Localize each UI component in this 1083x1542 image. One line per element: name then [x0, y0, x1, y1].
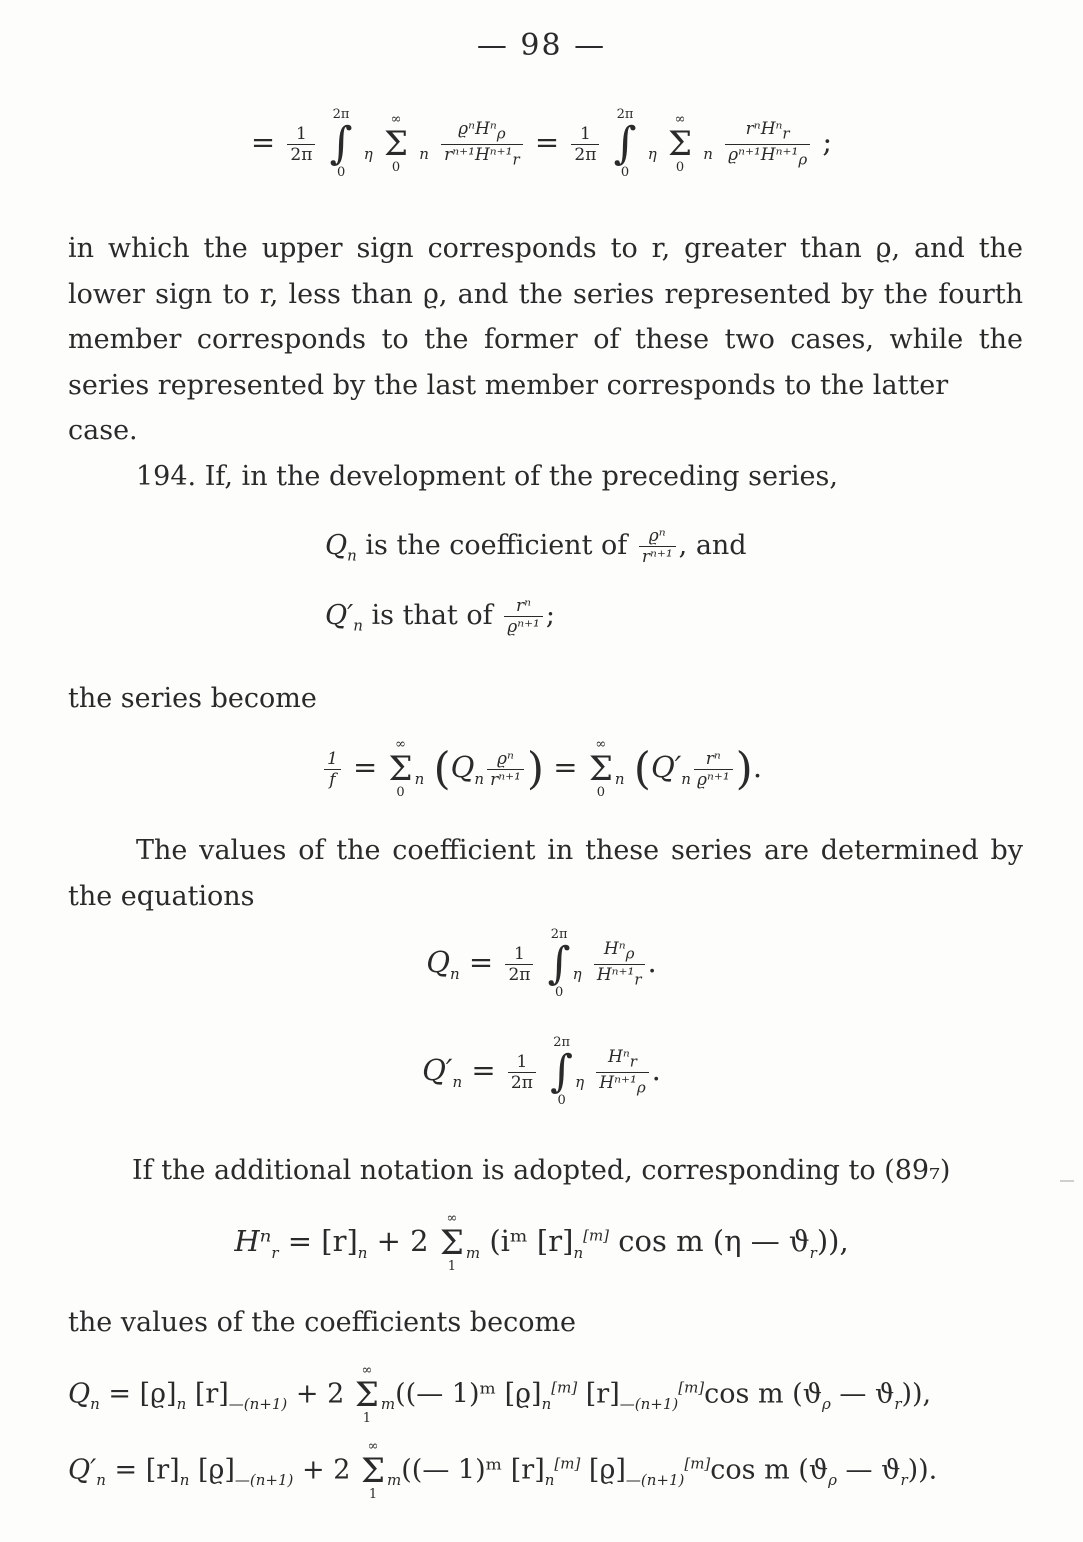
sum-sign: ∞ Σ 0 — [667, 112, 693, 175]
integral-sign: 2π ∫ 0 — [613, 107, 637, 180]
equation-qn-prime-final: $Q'_n = [r]_n$ $[ϱ]_{—(n+1)} + 2$ ∞ Σ $1_m((—$ 1)ᵐ $[r]_n[m]$ $[ϱ]_{—(n+1)}[m]\cos$ m ($ϑ_\rho$ — $ϑ_r$)). — [68, 1439, 938, 1502]
definition-q-prime: $Q'_n$ is that of $\frac{\text{rⁿ}}{\text{ϱⁿ⁺¹}}$ ; — [325, 596, 555, 637]
page-number: — 98 — — [476, 28, 607, 63]
paragraph-4: the values of the coefficients become — [68, 1307, 577, 1338]
paragraph-2: The values of the coefficient in these series are determined by the equations — [68, 835, 1023, 912]
equation-qn-prime: $Q'_n$ = $\frac{1}{2\pi}$ 2π ∫ $0_\eta$ $\frac{\text{Hⁿr}}{\text{Hⁿ⁺¹ρ}}$ . — [422, 1035, 661, 1108]
definition-q: $Q_n$ is the coefficient of $\frac{\text{ϱⁿ}}{\text{rⁿ⁺¹}}$ , and — [325, 526, 747, 567]
sum-sign: ∞ Σ 1 — [354, 1363, 379, 1426]
sum-sign: ∞ Σ 1 — [439, 1211, 464, 1274]
series-become-text: the series become — [68, 683, 317, 714]
integral-sign: 2π ∫ 0 — [329, 107, 353, 180]
integral-sign: 2π ∫ 0 — [550, 1035, 574, 1108]
equation-h: $H^n_r = [r]_n + 2$ ∞ Σ $1_m$ (iᵐ $[r]_n[m]$ cos m (η — $ϑ_r$)), — [234, 1211, 849, 1274]
scan-smudge — [1060, 1180, 1074, 1182]
equation-qn: $Q_n$ = $\frac{1}{2\pi}$ 2π ∫ $0_\eta$ $\frac{\text{Hⁿρ}}{\text{Hⁿ⁺¹r}}$ . — [426, 927, 657, 1000]
equation-top: = $\frac{1}{2\pi}$ 2π ∫ 0 $_\eta$ ∞ Σ 0 $_n$ $\frac{\text{ϱⁿHⁿρ}}{\text{rⁿ⁺¹Hⁿ⁺¹r}}$ = $\frac{1}{2\pi}$ 2π ∫ 0 $_\eta$ ∞ Σ 0 $_n$ $\frac{\text{rⁿHⁿr}}{\text{ϱⁿ⁺¹Hⁿ⁺¹ρ}}$ ; — [250, 107, 833, 180]
paragraph-3: If the additional notation is adopted, corresponding to (89₇) — [132, 1155, 951, 1186]
sum-sign: ∞ Σ 0 — [388, 737, 413, 800]
sum-sign: ∞ Σ 0 — [383, 112, 409, 175]
sum-sign: ∞ Σ 0 — [588, 737, 613, 800]
section-194-heading: 194. If, in the development of the preceding series, — [136, 461, 838, 492]
sum-sign: ∞ Σ 1 — [360, 1439, 386, 1502]
equation-series: $\frac{1}{f}$ = ∞ Σ $0_n$ ($Q_n$ $\frac{\text{ϱⁿ}}{\text{rⁿ⁺¹}}$ ) = ∞ Σ $0_n$ ($Q'_n$ $\frac{\text{rⁿ}}{\text{ϱⁿ⁺¹}}$ ). — [0, 738, 1083, 800]
integral-sign: 2π ∫ 0 — [547, 927, 571, 1000]
equation-qn-final: $Q_n = [ϱ]_n$ $[r]_{—(n+1)} + 2$ ∞ Σ $1_m((—$ 1)ᵐ $[ϱ]_n[m]$ $[r]_{—(n+1)}[m]\cos$ m ($ϑ_\rho$ — $ϑ_r$)), — [68, 1363, 932, 1426]
paragraph-1: in which the upper sign corresponds to r, greater than ϱ, and the lower sign to r, less than ϱ, and the series represented by the fourth member corresponds to the former of these two cases, while the series represented by the last member corresponds to the latter case. — [68, 233, 1023, 446]
